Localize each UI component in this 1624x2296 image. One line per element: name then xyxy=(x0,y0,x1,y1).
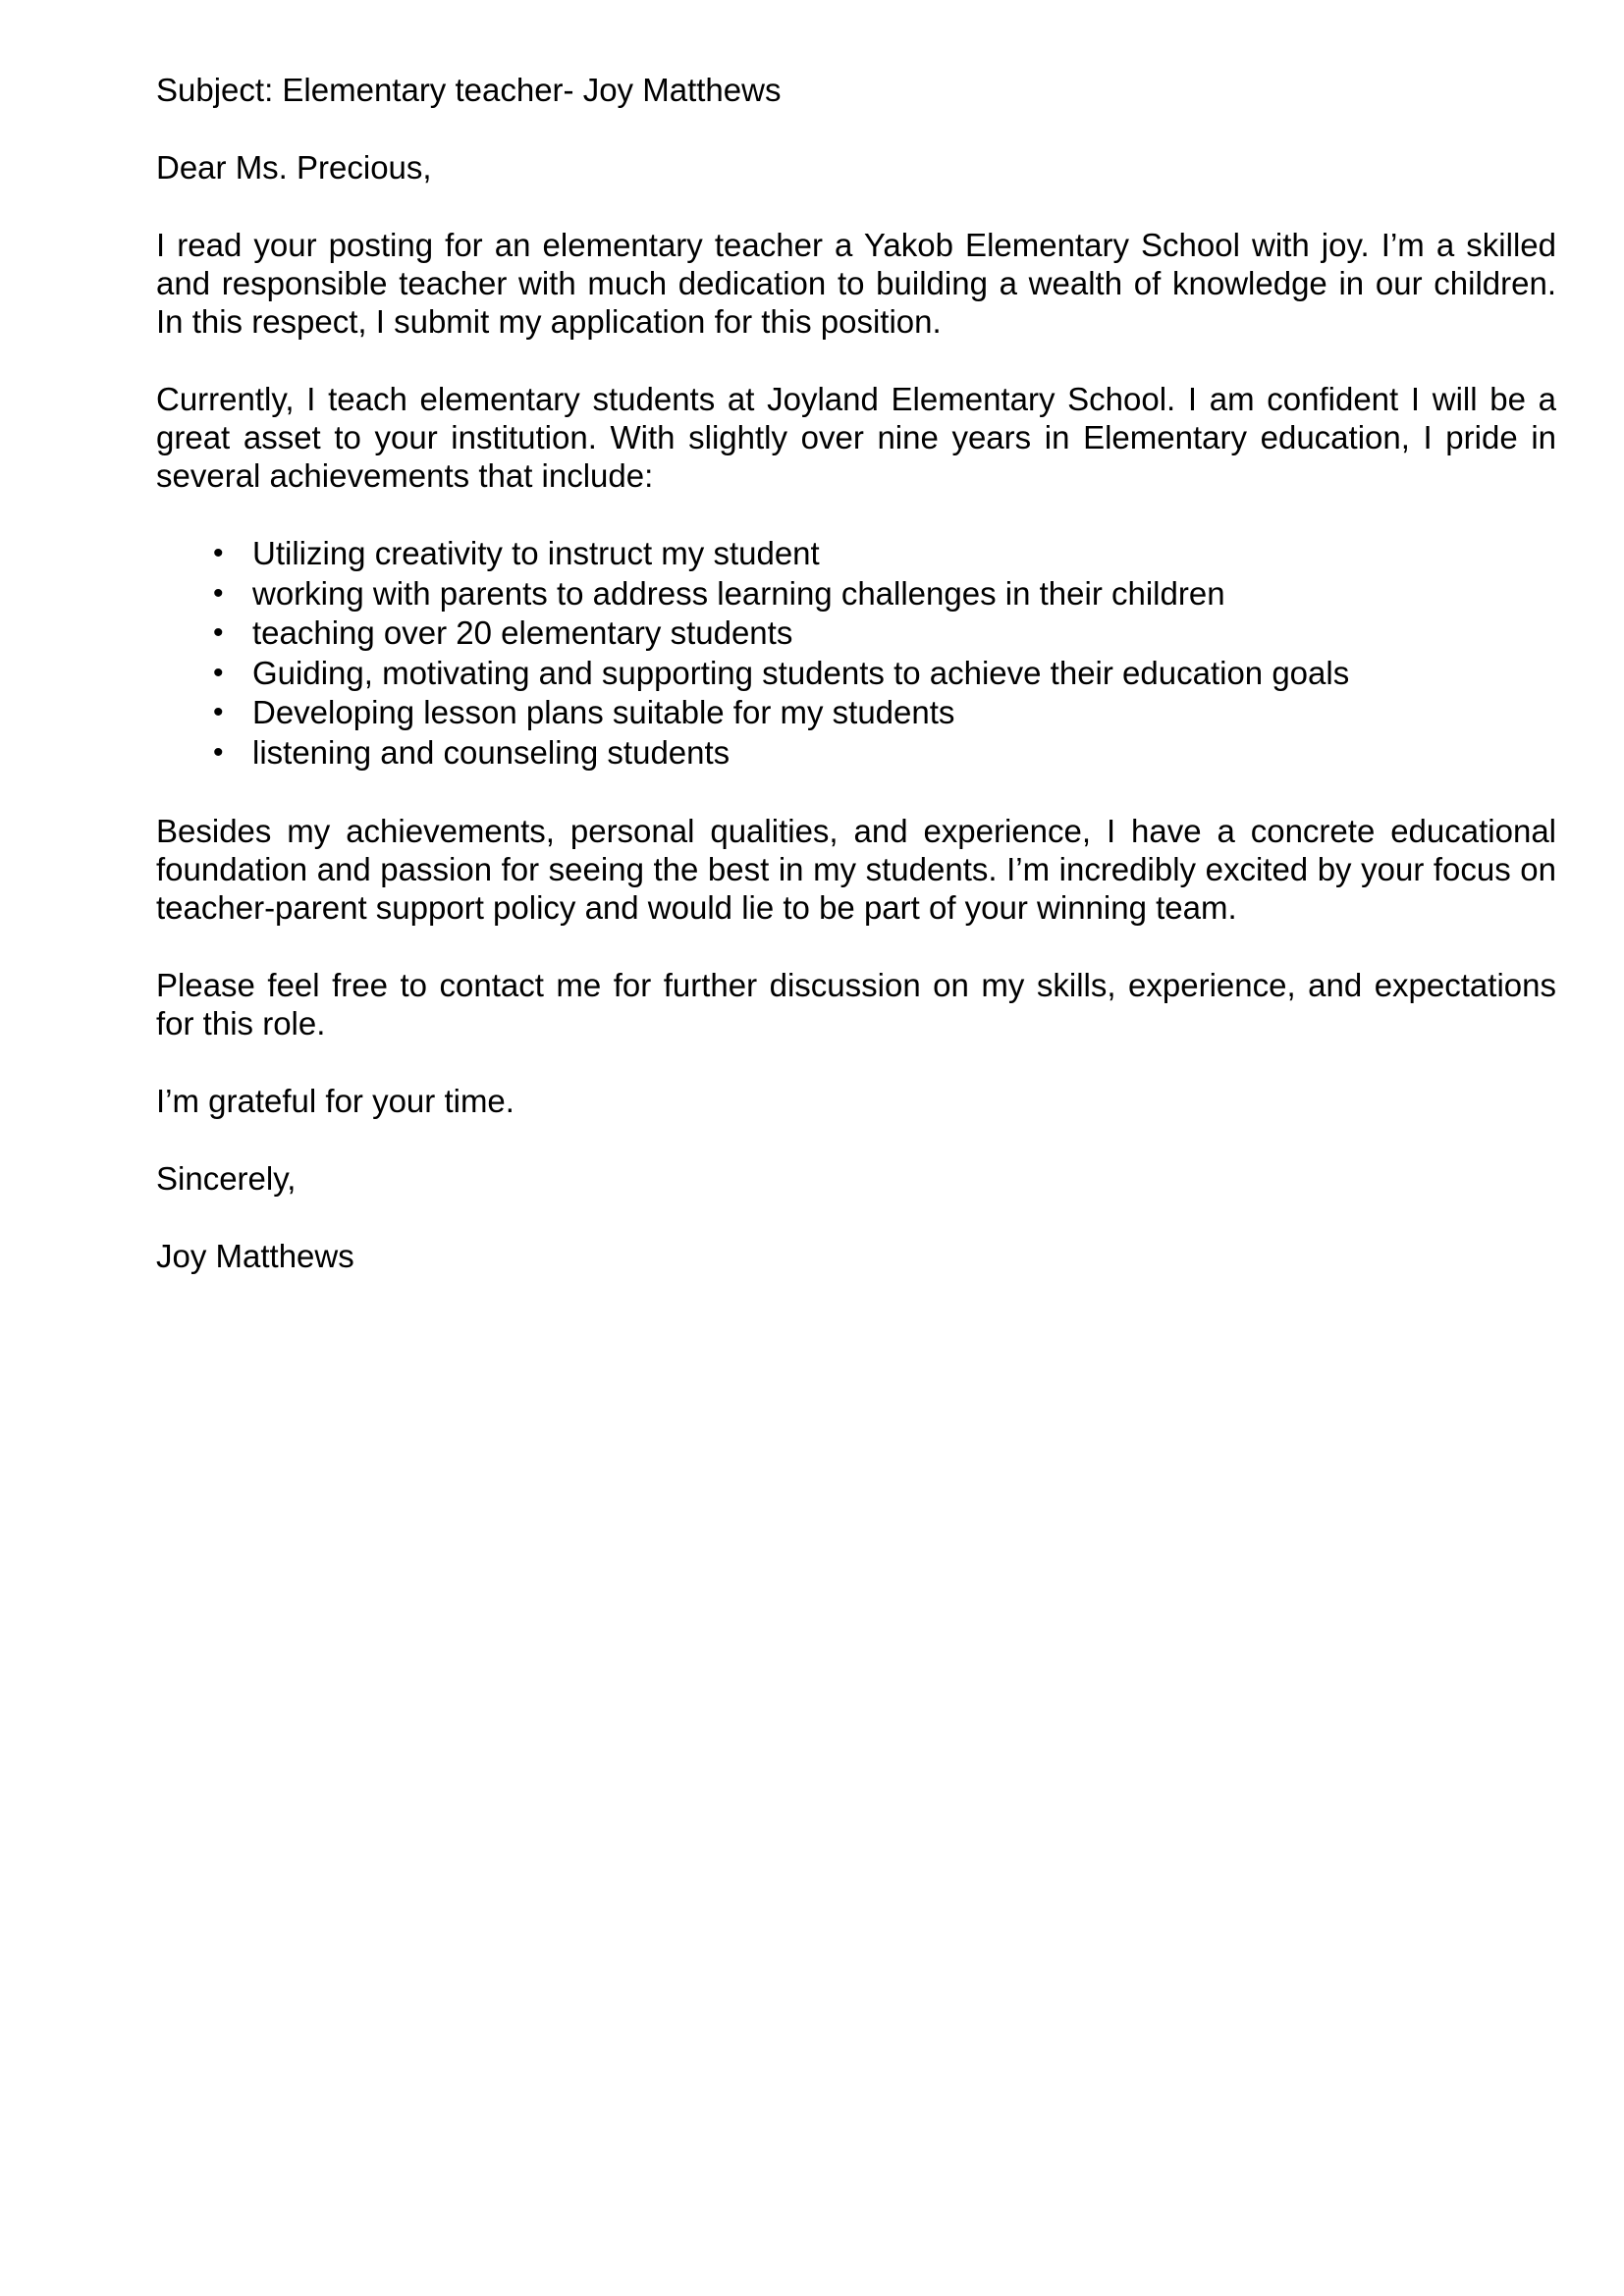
bullet-icon: • xyxy=(213,616,224,649)
bullet-icon: • xyxy=(213,537,224,569)
bullet-icon: • xyxy=(213,656,224,689)
cover-letter xyxy=(156,71,1556,1275)
bullet-icon: • xyxy=(213,576,224,610)
subject-line: Subject: Elementary teacher- Joy Matthews xyxy=(156,72,782,108)
signoff: Sincerely, xyxy=(156,1160,297,1197)
bullet-icon: • xyxy=(213,696,224,728)
contact-paragraph: Please feel free to contact me for further discussion on my skills, experience, and expectations for this role. xyxy=(156,967,1556,1041)
salutation: Dear Ms. Precious, xyxy=(156,149,432,186)
gratitude-line: I’m grateful for your time. xyxy=(156,1083,514,1119)
list-item xyxy=(156,574,1556,614)
list-item xyxy=(156,693,1556,733)
achievement-text: working with parents to address learning challenges in their children xyxy=(252,574,1225,612)
list-item xyxy=(156,614,1556,654)
intro-paragraph: I read your posting for an elementary teacher a Yakob Elementary School with joy. I’m a skilled and responsible teacher with much dedication to building a wealth of knowledge in our children. In this respect, I submit my application for this position. xyxy=(156,227,1556,340)
achievements-list xyxy=(156,534,1556,773)
achievement-text: teaching over 20 elementary students xyxy=(252,614,793,651)
achievement-text: Guiding, motivating and supporting students to achieve their education goals xyxy=(252,654,1350,691)
achievement-text: Developing lesson plans suitable for my students xyxy=(252,694,955,730)
signature-name: Joy Matthews xyxy=(156,1238,354,1274)
list-item xyxy=(156,654,1556,694)
achievement-text: listening and counseling students xyxy=(252,733,731,771)
current-role-paragraph: Currently, I teach elementary students at Joyland Elementary School. I am confident I will be a great asset to your institution. With slightly over nine years in Elementary education, I pride in several achievements that include: xyxy=(156,381,1556,494)
achievement-text: Utilizing creativity to instruct my student xyxy=(252,535,820,571)
qualities-paragraph: Besides my achievements, personal qualities, and experience, I have a concrete educational foundation and passion for seeing the best in my students. I’m incredibly excited by your focus on teacher-parent support policy and would lie to be part of your winning team. xyxy=(156,813,1556,926)
list-item xyxy=(156,733,1556,774)
list-item xyxy=(156,534,1556,574)
bullet-icon: • xyxy=(213,735,224,769)
